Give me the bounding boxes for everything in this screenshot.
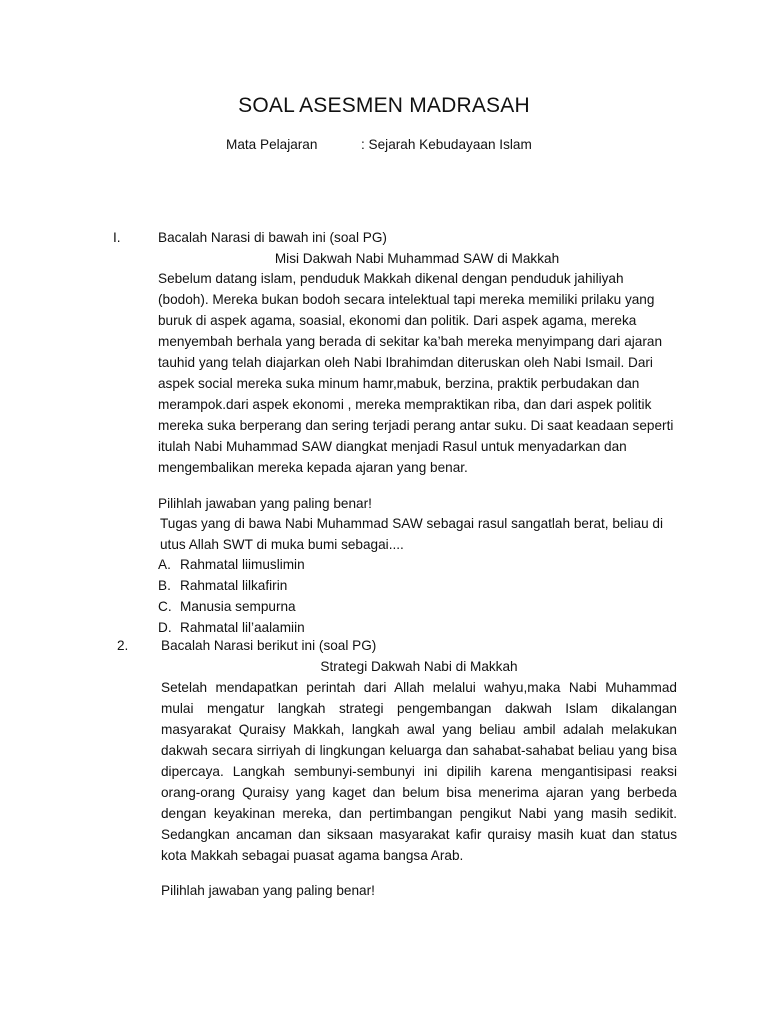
option-c[interactable] [158,596,305,617]
narrative-line: dakwah secara sirriyah di lingkungan keluarga dan sahabat-sahabat beliau yang bisa [161,743,677,758]
question-1-heading: Misi Dakwah Nabi Muhammad SAW di Makkah [274,251,560,266]
narrative-line: kota Makkah sebagai puasat agama bangsa Arab. [161,848,464,863]
narrative-line: dipercaya. Langkah sembunyi-sembunyi ini dipilih karena mengantisipasi reaksi [161,764,677,779]
subject-value: : Sejarah Kebudayaan Islam [361,137,532,152]
narrative-line: Sebelum datang islam, penduduk Makkah dikenal dengan penduduk jahiliyah [158,271,624,286]
question-1-number: I. [113,230,121,245]
question-line: utus Allah SWT di muka bumi sebagai.... [160,537,404,552]
narrative-line: mengembalikan mereka kepada ajaran yang benar. [158,460,468,475]
narrative-line: itulah Nabi Muhammad SAW diangkat menjadi Rasul untuk menyadarkan dan [158,439,627,454]
question-2-number: 2. [117,638,129,653]
narrative-line: buruk di aspek agama, soasial, ekonomi dan politik. Dari aspek agama, mereka [158,313,637,328]
narrative-line: aspek social mereka suka minum hamr,mabuk, berzina, praktik perbudakan dan [158,376,640,391]
narrative-line: Sedangkan ancaman dan siksaan masyarakat kafir quraisy masih kuat dan status [161,827,677,842]
narrative-line: merampok.dari aspek ekonomi , mereka mempraktikan riba, dan dari aspek politik [158,397,652,412]
narrative-line: dengan keyakinan mereka, dan pertimbangan pengikut Nabi yang masih sedikit. [161,806,677,821]
question-2-heading: Strategi Dakwah Nabi di Makkah [320,659,518,674]
question-2-instruction: Bacalah Narasi berikut ini (soal PG) [161,638,377,653]
option-letter: A. [158,557,171,572]
option-b[interactable] [158,575,305,596]
question-1-narrative [158,268,678,478]
document-title: SOAL ASESMEN MADRASAH [238,94,530,117]
narrative-line: Setelah mendapatkan perintah dari Allah melalui wahyu,maka Nabi Muhammad [161,680,677,695]
subject-label: Mata Pelajaran [226,137,318,152]
option-letter: C. [158,599,172,614]
narrative-line: orang-orang Quraisy yang kaget dan belum bisa menerima ajaran yang berbeda [161,785,677,800]
question-line: Tugas yang di bawa Nabi Muhammad SAW sebagai rasul sangatlah berat, beliau di [160,516,664,531]
question-2-prompt: Pilihlah jawaban yang paling benar! [161,883,375,898]
question-2-narrative [161,677,677,866]
narrative-line: mereka suka berperang dan sering terjadi perang antar suku. Di saat keadaan seperti [158,418,674,433]
question-1-options [158,554,305,638]
option-text: Rahmatal liimuslimin [180,557,305,572]
option-text: Rahmatal lil’aalamiin [180,620,305,635]
option-letter: B. [158,578,171,593]
narrative-line: masyarakat Quraisy Makkah, langkah awal yang beliau ambil adalah melakukan [161,722,677,737]
question-1-instruction: Bacalah Narasi di bawah ini (soal PG) [158,230,387,245]
narrative-line: (bodoh). Mereka bukan bodoh secara intelektual tapi mereka memiliki prilaku yang [158,292,655,307]
option-letter: D. [158,620,172,635]
narrative-line: mulai mengatur langkah strategi pengembangan dakwah Islam dikalangan [161,701,677,716]
question-1-prompt: Pilihlah jawaban yang paling benar! [158,496,372,511]
narrative-line: menyembah berhala yang berada di sekitar ka’bah mereka menyimpang dari ajaran [158,334,663,349]
question-1-stem [160,513,663,555]
narrative-line: tauhid yang telah diajarkan oleh Nabi Ibrahimdan diteruskan oleh Nabi Ismail. Dari [158,355,653,370]
option-a[interactable] [158,554,305,575]
option-text: Manusia sempurna [180,599,296,614]
option-text: Rahmatal lilkafirin [180,578,288,593]
